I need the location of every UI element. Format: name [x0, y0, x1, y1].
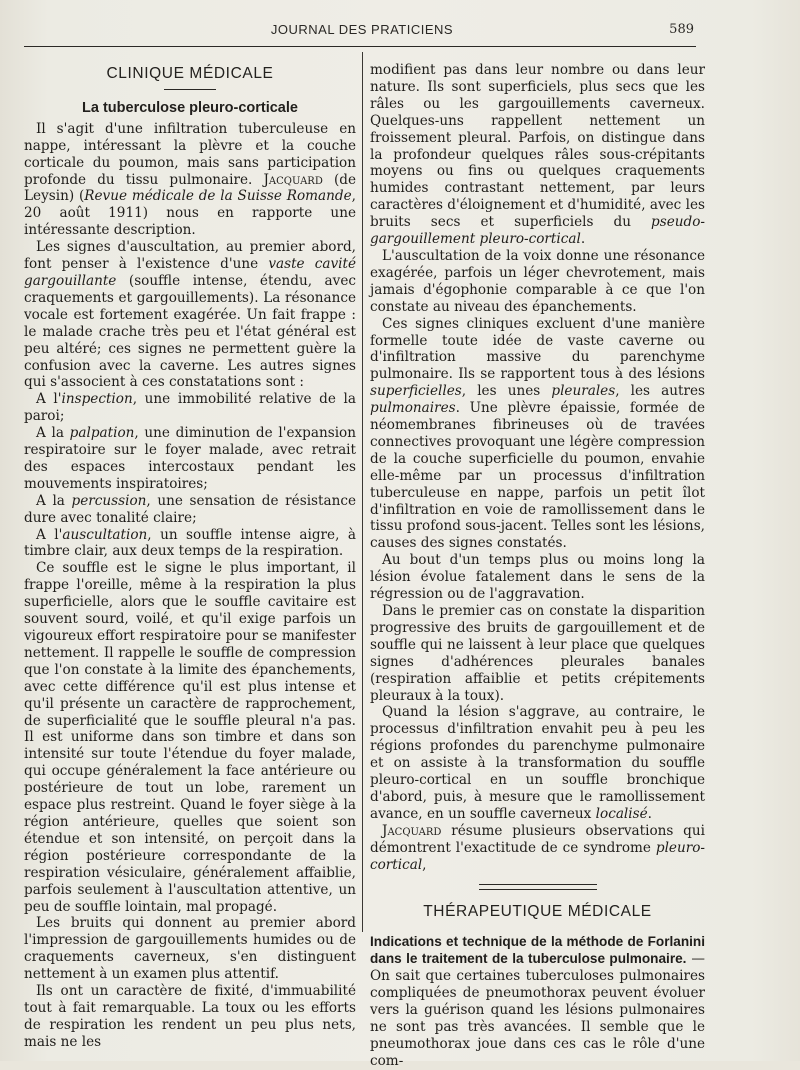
paragraph-voix: L'auscultation de la voix donne une résonance exagérée, parfois un léger chevrotement, mais jamais d'égophonie comparable à ce que l'on constate au niveau des épanchements.	[370, 247, 705, 315]
column-divider	[362, 52, 363, 932]
page-number: 589	[669, 22, 694, 37]
paragraph-evolution: Au bout d'un temps plus ou moins long la lésion évolue fatalement dans le sens de la régression ou de l'aggravation.	[370, 552, 705, 603]
paragraph-palpation: A la palpation, une diminution de l'expansion respiratoire sur le foyer malade, avec retrait des espaces intercostaux pendant les mouvements inspiratoires;	[24, 425, 356, 492]
section-rule	[164, 89, 216, 90]
author-name: Jacquard	[263, 171, 323, 188]
paragraph-aggravation: Quand la lésion s'aggrave, au contraire, le processus d'infiltration envahit peu à peu les régions profondes du parenchyme pulmonaire et on assiste à la transformation du souffle pleuro-cortical en un souffle bronchique d'abord, puis, à mesure que le ramollissement avance, en un souffle caverneux localisé.	[370, 704, 705, 822]
paragraph-continuation: modifient pas dans leur nombre ou dans leur nature. Ils sont superficiels, plus secs que les râles ou les gargouillements caverneux. Quelques-uns rappellent nettement un froissement pleural. Parfois, on distingue dans la profondeur quelques râles sous-crépitants moyens ou fins ou quelques craquements humides contrastant nettement, par leurs caractères d'éloignement et d'humidité, avec les bruits secs et superficiels du pseudo-gargouillement pleuro-cortical.	[370, 62, 705, 248]
paragraph-fixite: Ils ont un caractère de fixité, d'immuabilité tout à fait remarquable. La toux ou les efforts de respiration les rendent un peu plus nets, mais ne les	[24, 983, 356, 1050]
paragraph-percussion: A la percussion, une sensation de résistance dure avec tonalité claire;	[24, 492, 356, 526]
paragraph-regression: Dans le premier cas on constate la disparition progressive des bruits de gargouillement et de souffle qui ne laissent à leur place que quelques signes d'adhérences pleurales banales (respiration affaiblie et petits crépitements pleuraux à la toux).	[370, 603, 705, 704]
running-head	[24, 18, 700, 44]
section-title-therapeutique: THÉRAPEUTIQUE MÉDICALE	[423, 902, 652, 920]
paragraph-signs: Les signes d'auscultation, au premier abord, font penser à l'existence d'une vaste cavité gargouillante (souffle intense, étendu, avec craquements et gargouillements). La résonance vocale est fortement exagérée. Un fait frappe : le malade crache très peu et l'état général est peu altéré; ces signes ne permettent guère la confusion avec la caverne. Les autres signes qui s'associent à ces constatations sont :	[24, 239, 356, 391]
paragraph-lesions: Ces signes cliniques excluent d'une manière formelle toute idée de vaste caverne ou d'infiltration massive du parenchyme pulmonaire. Ils se rapportent tous à des lésions superficielles, les unes pleurales, les autres pulmonaires. Une plèvre épaissie, formée de néomembranes fibrineuses où de travées connectives provoquant une légère compression de la couche superficielle du poumon, envahie elle-même par un processus d'infiltration tuberculeuse en nappe, parfois un petit îlot d'infiltration en voie de ramollissement dans le tissu profond sous-jacent. Telles sont les lésions, causes des signes constatés.	[370, 315, 705, 552]
header-rule	[24, 46, 696, 47]
article-title: La tuberculose pleuro-corticale	[82, 99, 298, 116]
running-title: JOURNAL DES PRATICIENS	[270, 22, 454, 37]
paragraph-bruits: Les bruits qui donnent au premier abord l'impression de gargouillements humides ou de craquements caverneux, s'en distinguent nettement à un examen plus attentif.	[24, 915, 356, 983]
author-name-2: Jacquard	[382, 822, 442, 839]
section-title-clinique: CLINIQUE MÉDICALE	[106, 65, 274, 82]
journal-name: Revue médicale de la Suisse Romande	[84, 188, 352, 205]
paragraph-indications: Indications et technique de la méthode de Forlanini dans le traitement de la tuberculose pulmonaire. — On sait que certaines tuberculoses pulmonaires compliquées de pneumothorax peuvent évoluer vers la guérison quand les lésions pulmonaires ne sont pas très avancées. Il semble que le pneumothorax joue dans ces cas le rôle d'une com-	[370, 934, 705, 1069]
paragraph-souffle: Ce souffle est le signe le plus important, il frappe l'oreille, même à la respiration la plus superficielle, alors que le souffle cavitaire est souvent sourd, voilé, et qu'il exige parfois un vigoureux effort respiratoire pour se manifester nettement. Il rappelle le souffle de compression que l'on constate à la limite des épanchements, avec cette différence qu'il est plus intense et qu'il présente un caractère de rapprochement, de superficialité que le souffle pleural n'a pas. Il est uniforme dans son timbre et dans son intensité sur toute l'étendue du foyer malade, qui occupe généralement la face antérieure ou postérieure de tout un lobe, rarement un espace plus restreint. Quand le foyer siège à la région antérieure, quelles que soient son étendue et son intensité, on perçoit dans la région postérieure correspondante de la respiration vésiculaire, généralement affaiblie, parfois seulement à l'auscultation attentive, un peu de souffle lointain, mal propagé.	[24, 560, 356, 915]
paragraph-inspection: A l'inspection, une immobilité relative de la paroi;	[24, 391, 356, 425]
paragraph-intro: Il s'agit d'une infiltration tuberculeuse en nappe, intéressant la plèvre et la couche corticale du poumon, mais sans participation profonde du tissu pulmonaire. Jacquard (de Leysin) (Revue médicale de la Suisse Romande, 20 août 1911) nous en rapporte une intéressante description.	[24, 120, 357, 239]
section-separator	[479, 884, 597, 890]
right-column	[370, 62, 705, 1070]
paragraph-resume: Jacquard résume plusieurs observations qui démontrent l'exactitude de ce syndrome pleuro-cortical,	[370, 822, 705, 873]
left-column	[24, 62, 356, 1051]
paragraph-auscultation: A l'auscultation, un souffle intense aigre, à timbre clair, aux deux temps de la respiration.	[24, 526, 356, 560]
indications-heading: Indications et technique de la méthode de Forlanini dans le traitement de la tuberculose pulmonaire.	[370, 934, 705, 967]
